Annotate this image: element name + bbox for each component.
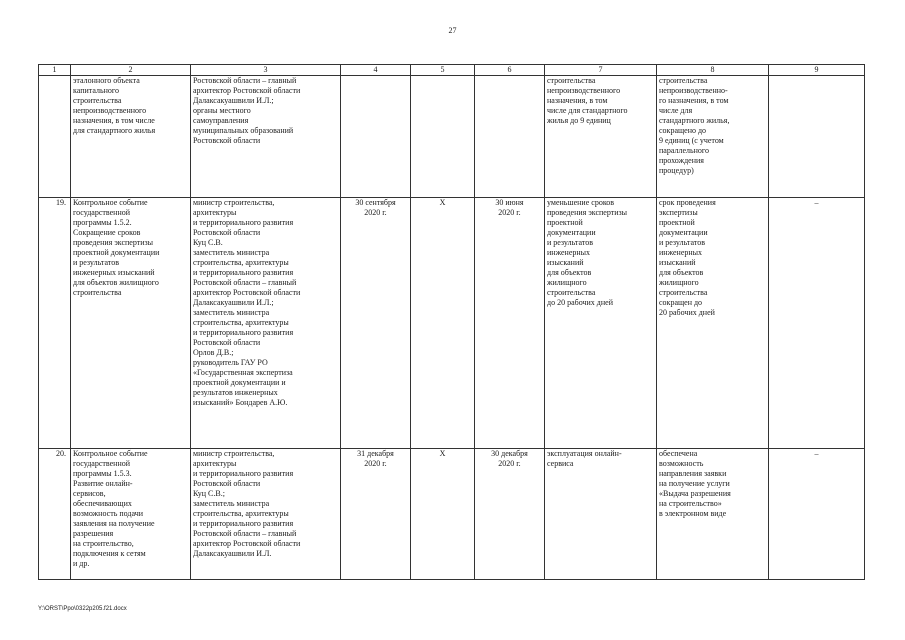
column-header: 3 (191, 65, 341, 76)
start-date-cell: 30 сентября 2020 г. (341, 198, 411, 449)
row-number: 19. (39, 198, 71, 449)
note-cell: – (769, 198, 865, 449)
column-header: 9 (769, 65, 865, 76)
result-cell: строительства непроизводственного назначения, в том числе для стандартного жилья до 9 единиц (545, 76, 657, 198)
table-row (39, 198, 865, 449)
column-header: 2 (71, 65, 191, 76)
event-cell: Контрольное событие государственной программы 1.5.2. Сокращение сроков проведения экспертизы проектной документации и результатов инженерных изысканий для объектов жилищного строительства (71, 198, 191, 449)
start-date-cell: 31 декабря 2020 г. (341, 449, 411, 580)
event-cell: Контрольное событие государственной программы 1.5.3. Развитие онлайн- сервисов, обеспечивающих возможность подачи заявления на получение разрешения на строительство, подключения к сетям и др. (71, 449, 191, 580)
start-date-cell (341, 76, 411, 198)
column-header: 4 (341, 65, 411, 76)
note-cell (769, 76, 865, 198)
column-header: 1 (39, 65, 71, 76)
page-number: 27 (448, 26, 457, 35)
end-date-cell: 30 декабря 2020 г. (475, 449, 545, 580)
result-cell: уменьшение сроков проведения экспертизы проектной документации и результатов инженерных изысканий для объектов жилищного строительства до 20 рабочих дней (545, 198, 657, 449)
x-cell: X (411, 198, 475, 449)
program-table (38, 64, 865, 580)
row-number (39, 76, 71, 198)
column-header: 6 (475, 65, 545, 76)
file-path-footer: Y:\ORST\Ppo\0322p205.f21.docx (38, 606, 127, 612)
result-cell: эксплуатация онлайн- сервиса (545, 449, 657, 580)
indicator-cell: срок проведения экспертизы проектной документации и результатов инженерных изысканий для объектов жилищного строительства сокращен до 20 рабочих дней (657, 198, 769, 449)
column-header: 7 (545, 65, 657, 76)
event-cell: эталонного объекта капитального строительства непроизводственного назначения, в том числе для стандартного жилья (71, 76, 191, 198)
x-cell: X (411, 449, 475, 580)
table-row (39, 76, 865, 198)
end-date-cell (475, 76, 545, 198)
indicator-cell: обеспечена возможность направления заявки на получение услуги «Выдача разрешения на строительство» в электронном виде (657, 449, 769, 580)
row-number: 20. (39, 449, 71, 580)
end-date-cell: 30 июня 2020 г. (475, 198, 545, 449)
column-header: 8 (657, 65, 769, 76)
responsible-cell: министр строительства, архитектуры и территориального развития Ростовской области Куц С.В. заместитель министра строительства, архитектуры и территориального развития Ростовской области – главный архитектор Ростовской области Далаксакуашвили И.Л.; заместитель министра строительства, архитектуры и территориального развития Ростовской области Орлов Д.В.; руководитель ГАУ РО «Государственная экспертиза проектной документации и результатов инженерных изысканий» Бондарев А.Ю. (191, 198, 341, 449)
note-cell: – (769, 449, 865, 580)
responsible-cell: Ростовской области – главный архитектор Ростовской области Далаксакуашвили И.Л.; органы местного самоуправления муниципальных образований Ростовской области (191, 76, 341, 198)
indicator-cell: строительства непроизводственно- го назначения, в том числе для стандартного жилья, сокращено до 9 единиц (с учетом параллельного прохождения процедур) (657, 76, 769, 198)
x-cell (411, 76, 475, 198)
column-number-header (39, 65, 865, 76)
table-row (39, 449, 865, 580)
column-header: 5 (411, 65, 475, 76)
responsible-cell: министр строительства, архитектуры и территориального развития Ростовской области Куц С.В.; заместитель министра строительства, архитектуры и территориального развития Ростовской области – главный архитектор Ростовской области Далаксакуашвили И.Л. (191, 449, 341, 580)
